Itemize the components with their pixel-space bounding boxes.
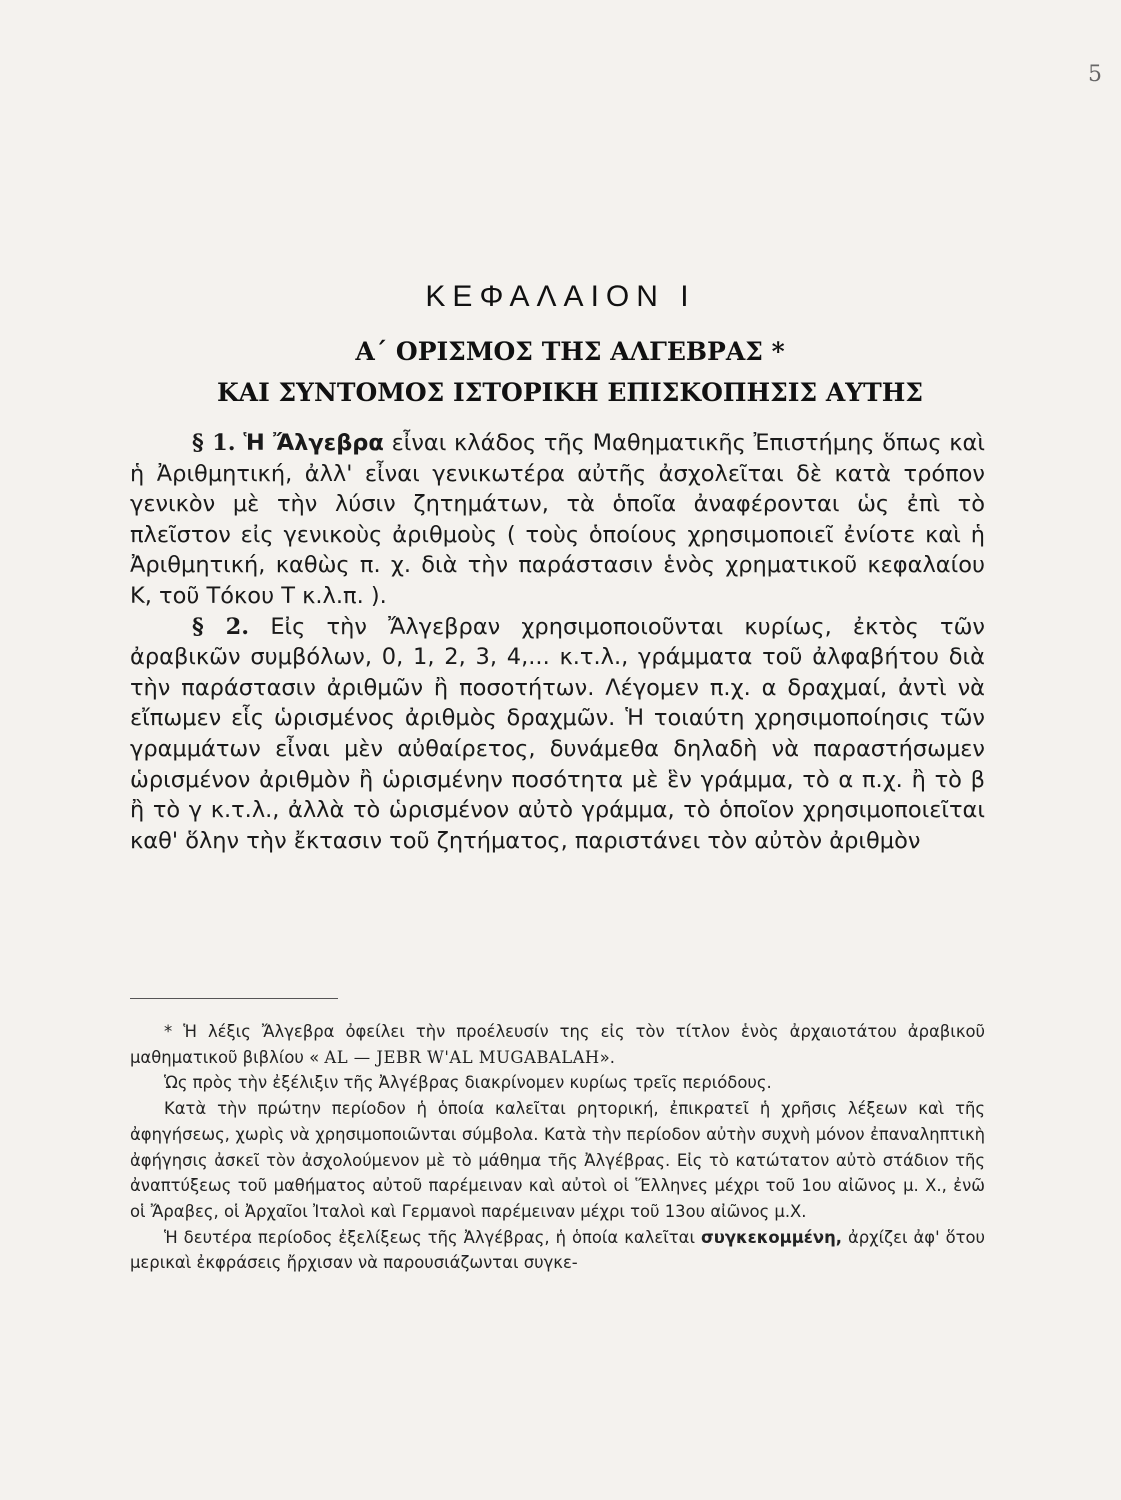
- term-algebra: Ἡ Ἄλγεβρα: [243, 430, 384, 456]
- page-number: 5: [1088, 62, 1102, 87]
- footnote-4-text: Ἡ δευτέρα περίοδος ἐξελίξεως τῆς Ἀλγέβρας, ἡ ὁποία καλεῖται: [164, 1227, 695, 1247]
- paragraph-2: [130, 612, 985, 857]
- section-number-1: § 1.: [192, 430, 236, 456]
- section-title-line-1: Α΄ ΟΡΙΣΜΟΣ ΤΗΣ ΑΛΓΕΒΡΑΣ *: [355, 337, 785, 366]
- footnote-book-title: AL — JEBR W'AL MUGABALAH: [324, 1047, 600, 1067]
- chapter-heading: ΚΕΦΑΛΑΙΟΝ Ι: [425, 280, 696, 313]
- footnote-block: [130, 1019, 985, 1276]
- footnote-paragraph-4: [130, 1225, 985, 1276]
- paragraph-1-text: εἶναι κλάδος τῆς Μαθηματικῆς Ἐπιστήμης ὅπως καὶ ἡ Ἀριθμητική, ἀλλ' εἶναι γενικωτέρα αὐτῆς ἀσχολεῖται δὲ κατὰ τρόπον γενικὸν μὲ τὴν λύσιν ζητημάτων, τὰ ὁποῖα ἀναφέρονται ὡς ἐπὶ τὸ πλεῖστον εἰς γενικοὺς ἀριθμοὺς ( τοὺς ὁποίους χρησιμοποιεῖ ἐνίοτε καὶ ἡ Ἀριθμητική, καθὼς π. χ. διὰ τὴν παράστασιν ἑνὸς χρηματικοῦ κεφαλαίου Κ, τοῦ Τόκου Τ κ.λ.π. ).: [130, 430, 985, 609]
- footnote-1-end: ».: [599, 1047, 615, 1067]
- section-number-2: § 2.: [192, 613, 250, 640]
- footnote-4-bold-term: συγκεκομμένη,: [700, 1227, 842, 1247]
- main-body-text: [130, 428, 985, 856]
- footnote-4-end: ἀρχίζει ἀφ' ὅτου μερικαὶ ἐκφράσεις ἤρχισαν νὰ παρουσιάζωνται συγκε-: [130, 1227, 985, 1273]
- paragraph-1: [130, 428, 985, 612]
- paragraph-2-text: Εἰς τὴν Ἄλγεβραν χρησιμοποιοῦνται κυρίως, ἐκτὸς τῶν ἀραβικῶν συμβόλων, 0, 1, 2, 3, 4,... κ.τ.λ., γράμματα τοῦ ἀλφαβήτου διὰ τὴν παράστασιν ἀριθμῶν ἢ ποσοτήτων. Λέγομεν π.χ. α δραχμαί, ἀντὶ νὰ εἴπωμεν εἷς ὡρισμένος ἀριθμὸς δραχμῶν. Ἡ τοιαύτη χρησιμοποίησις τῶν γραμμάτων εἶναι μὲν αὐθαίρετος, δυνάμεθα δηλαδὴ νὰ παραστήσωμεν ὡρισμένον ἀριθμὸν ἢ ὡρισμένην ποσότητα μὲ ἓν γράμμα, τὸ α π.χ. ἢ τὸ β ἢ τὸ γ κ.τ.λ., ἀλλὰ τὸ ὡρισμένον αὐτὸ γράμμα, τὸ ὁποῖον χρησιμοποιεῖται καθ' ὅλην τὴν ἔκτασιν τοῦ ζητήματος, παριστάνει τὸν αὐτὸν ἀριθμὸν: [130, 613, 985, 854]
- footnote-divider: [130, 998, 338, 999]
- section-title-line-2: ΚΑΙ ΣΥΝΤΟΜΟΣ ΙΣΤΟΡΙΚΗ ΕΠΙΣΚΟΠΗΣΙΣ ΑΥΤΗΣ: [216, 378, 924, 407]
- footnote-paragraph-2: Ὡς πρὸς τὴν ἐξέλιξιν τῆς Ἀλγέβρας διακρίνομεν κυρίως τρεῖς περιόδους.: [164, 1073, 772, 1093]
- footnote-paragraph-1: [130, 1019, 985, 1070]
- footnote-paragraph-3: Κατὰ τὴν πρώτην περίοδον ἡ ὁποία καλεῖται ρητορική, ἐπικρατεῖ ἡ χρῆσις λέξεων καὶ τῆς ἀφηγήσεως, χωρὶς νὰ χρησιμοποιῶνται σύμβολα. Κατὰ τὴν περίοδον αὐτὴν συχνὴ μόνον ἐπαναληπτικὴ ἀφήγησις ἀσκεῖ τὸν ἀσχολούμενον μὲ τὸ μάθημα τῆς Ἀλγέβρας. Εἰς τὸ κατώτατον αὐτὸ στάδιον τῆς ἀναπτύξεως τοῦ μαθήματος αὐτοῦ παρέμειναν καὶ αὐτοὶ οἱ Ἕλληνες μέχρι τοῦ 1ου αἰῶνος μ. Χ., ἐνῶ οἱ Ἄραβες, οἱ Ἀρχαῖοι Ἰταλοὶ καὶ Γερμανοὶ παρέμειναν μέχρι τοῦ 13ου αἰῶνος μ.Χ.: [130, 1099, 985, 1221]
- footnote-1-text: * Ἡ λέξις Ἄλγεβρα ὀφείλει τὴν προέλευσίν της εἰς τὸν τίτλον ἑνὸς ἀρχαιοτάτου ἀραβικοῦ μαθηματικοῦ βιβλίου «: [130, 1022, 985, 1067]
